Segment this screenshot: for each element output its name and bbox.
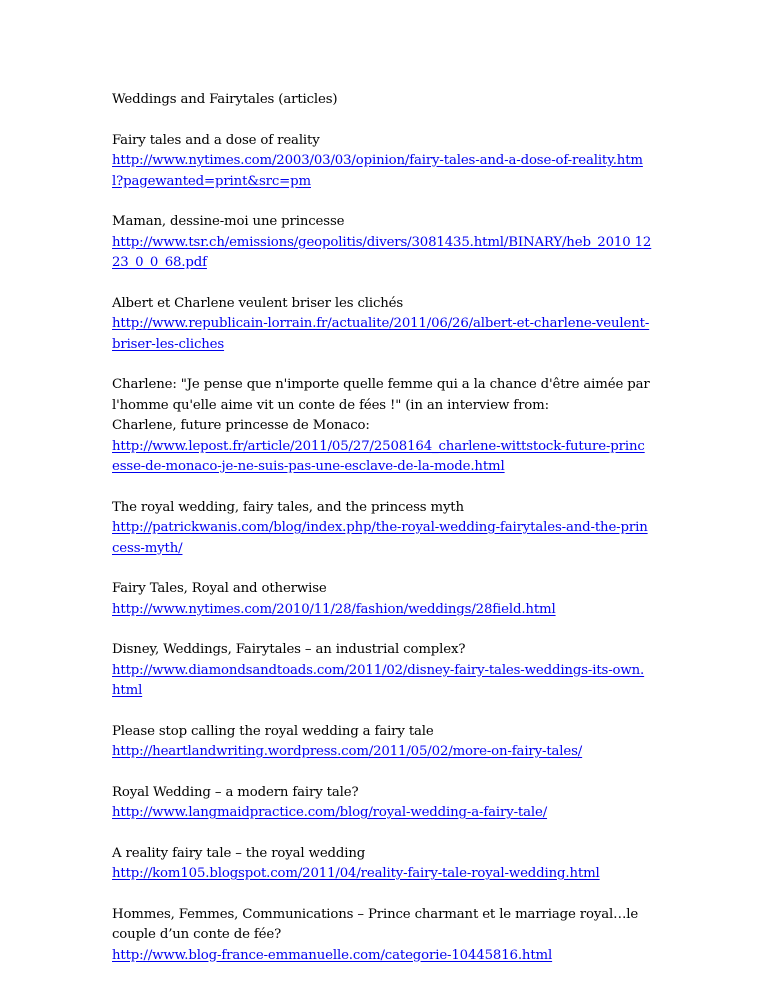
- article-title: Royal Wedding – a modern fairy tale?: [112, 784, 359, 800]
- article-link[interactable]: http://kom105.blogspot.com/2011/04/reality-fairy-tale-royal-wedding.html: [112, 866, 600, 881]
- article-link[interactable]: http://patrickwanis.com/blog/index.php/the-royal-wedding-fairytales-and-the-princess-myth/: [112, 520, 648, 556]
- article-entry: [112, 783, 652, 824]
- article-title: Albert et Charlene veulent briser les clichés: [112, 295, 404, 311]
- page-title: Weddings and Fairytales (articles): [112, 92, 338, 107]
- article-link[interactable]: http://www.lepost.fr/article/2011/05/27/2508164_charlene-wittstock-future-princesse-de-monaco-je-ne-suis-pas-une-esclave-de-la-mode.html: [112, 438, 645, 474]
- document-page: [112, 90, 652, 986]
- article-entry: [112, 294, 652, 356]
- article-link[interactable]: http://heartlandwriting.wordpress.com/2011/05/02/more-on-fairy-tales/: [112, 744, 583, 759]
- article-link[interactable]: http://www.nytimes.com/2003/03/03/opinion/fairy-tales-and-a-dose-of-reality.html?pagewanted=print&src=pm: [112, 153, 643, 189]
- article-title: Hommes, Femmes, Communications – Prince charmant et le marriage royal…le couple d’un conte de fée?: [112, 906, 639, 942]
- article-entry: [112, 844, 652, 885]
- article-title: Charlene: "Je pense que n'importe quelle femme qui a la chance d'être aimée par l'homme qu'elle aime vit un conte de fées !" (in an interview from:: [112, 377, 650, 413]
- article-entry: [112, 722, 652, 763]
- article-link[interactable]: http://www.nytimes.com/2010/11/28/fashion/weddings/28field.html: [112, 601, 556, 617]
- article-link[interactable]: http://www.diamondsandtoads.com/2011/02/disney-fairy-tales-weddings-its-own.html: [112, 662, 645, 698]
- article-title: Fairy tales and a dose of reality: [112, 132, 320, 148]
- article-title: Disney, Weddings, Fairytales – an industrial complex?: [112, 642, 466, 657]
- article-link[interactable]: http://www.langmaidpractice.com/blog/royal-wedding-a-fairy-tale/: [112, 805, 548, 820]
- article-entry: [112, 640, 652, 702]
- article-link[interactable]: http://www.blog-france-emmanuelle.com/categorie-10445816.html: [112, 947, 553, 963]
- article-entry: [112, 212, 652, 274]
- article-link[interactable]: http://www.republicain-lorrain.fr/actualite/2011/06/26/albert-et-charlene-veulent-briser-les-cliches: [112, 316, 650, 352]
- article-link[interactable]: http://www.tsr.ch/emissions/geopolitis/divers/3081435.html/BINARY/heb_2010 1223_0_0_68.pdf: [112, 234, 652, 270]
- article-entry: [112, 498, 652, 560]
- article-entry: [112, 131, 652, 193]
- article-title: Please stop calling the royal wedding a fairy tale: [112, 723, 434, 739]
- article-entry: [112, 905, 652, 967]
- article-title: The royal wedding, fairy tales, and the princess myth: [112, 499, 464, 515]
- article-entry: [112, 579, 652, 620]
- article-entry: [112, 375, 652, 478]
- article-title: Fairy Tales, Royal and otherwise: [112, 581, 327, 596]
- article-subtitle: Charlene, future princesse de Monaco:: [112, 418, 370, 433]
- article-title: Maman, dessine-moi une princesse: [112, 214, 345, 229]
- article-title: A reality fairy tale – the royal wedding: [112, 845, 366, 861]
